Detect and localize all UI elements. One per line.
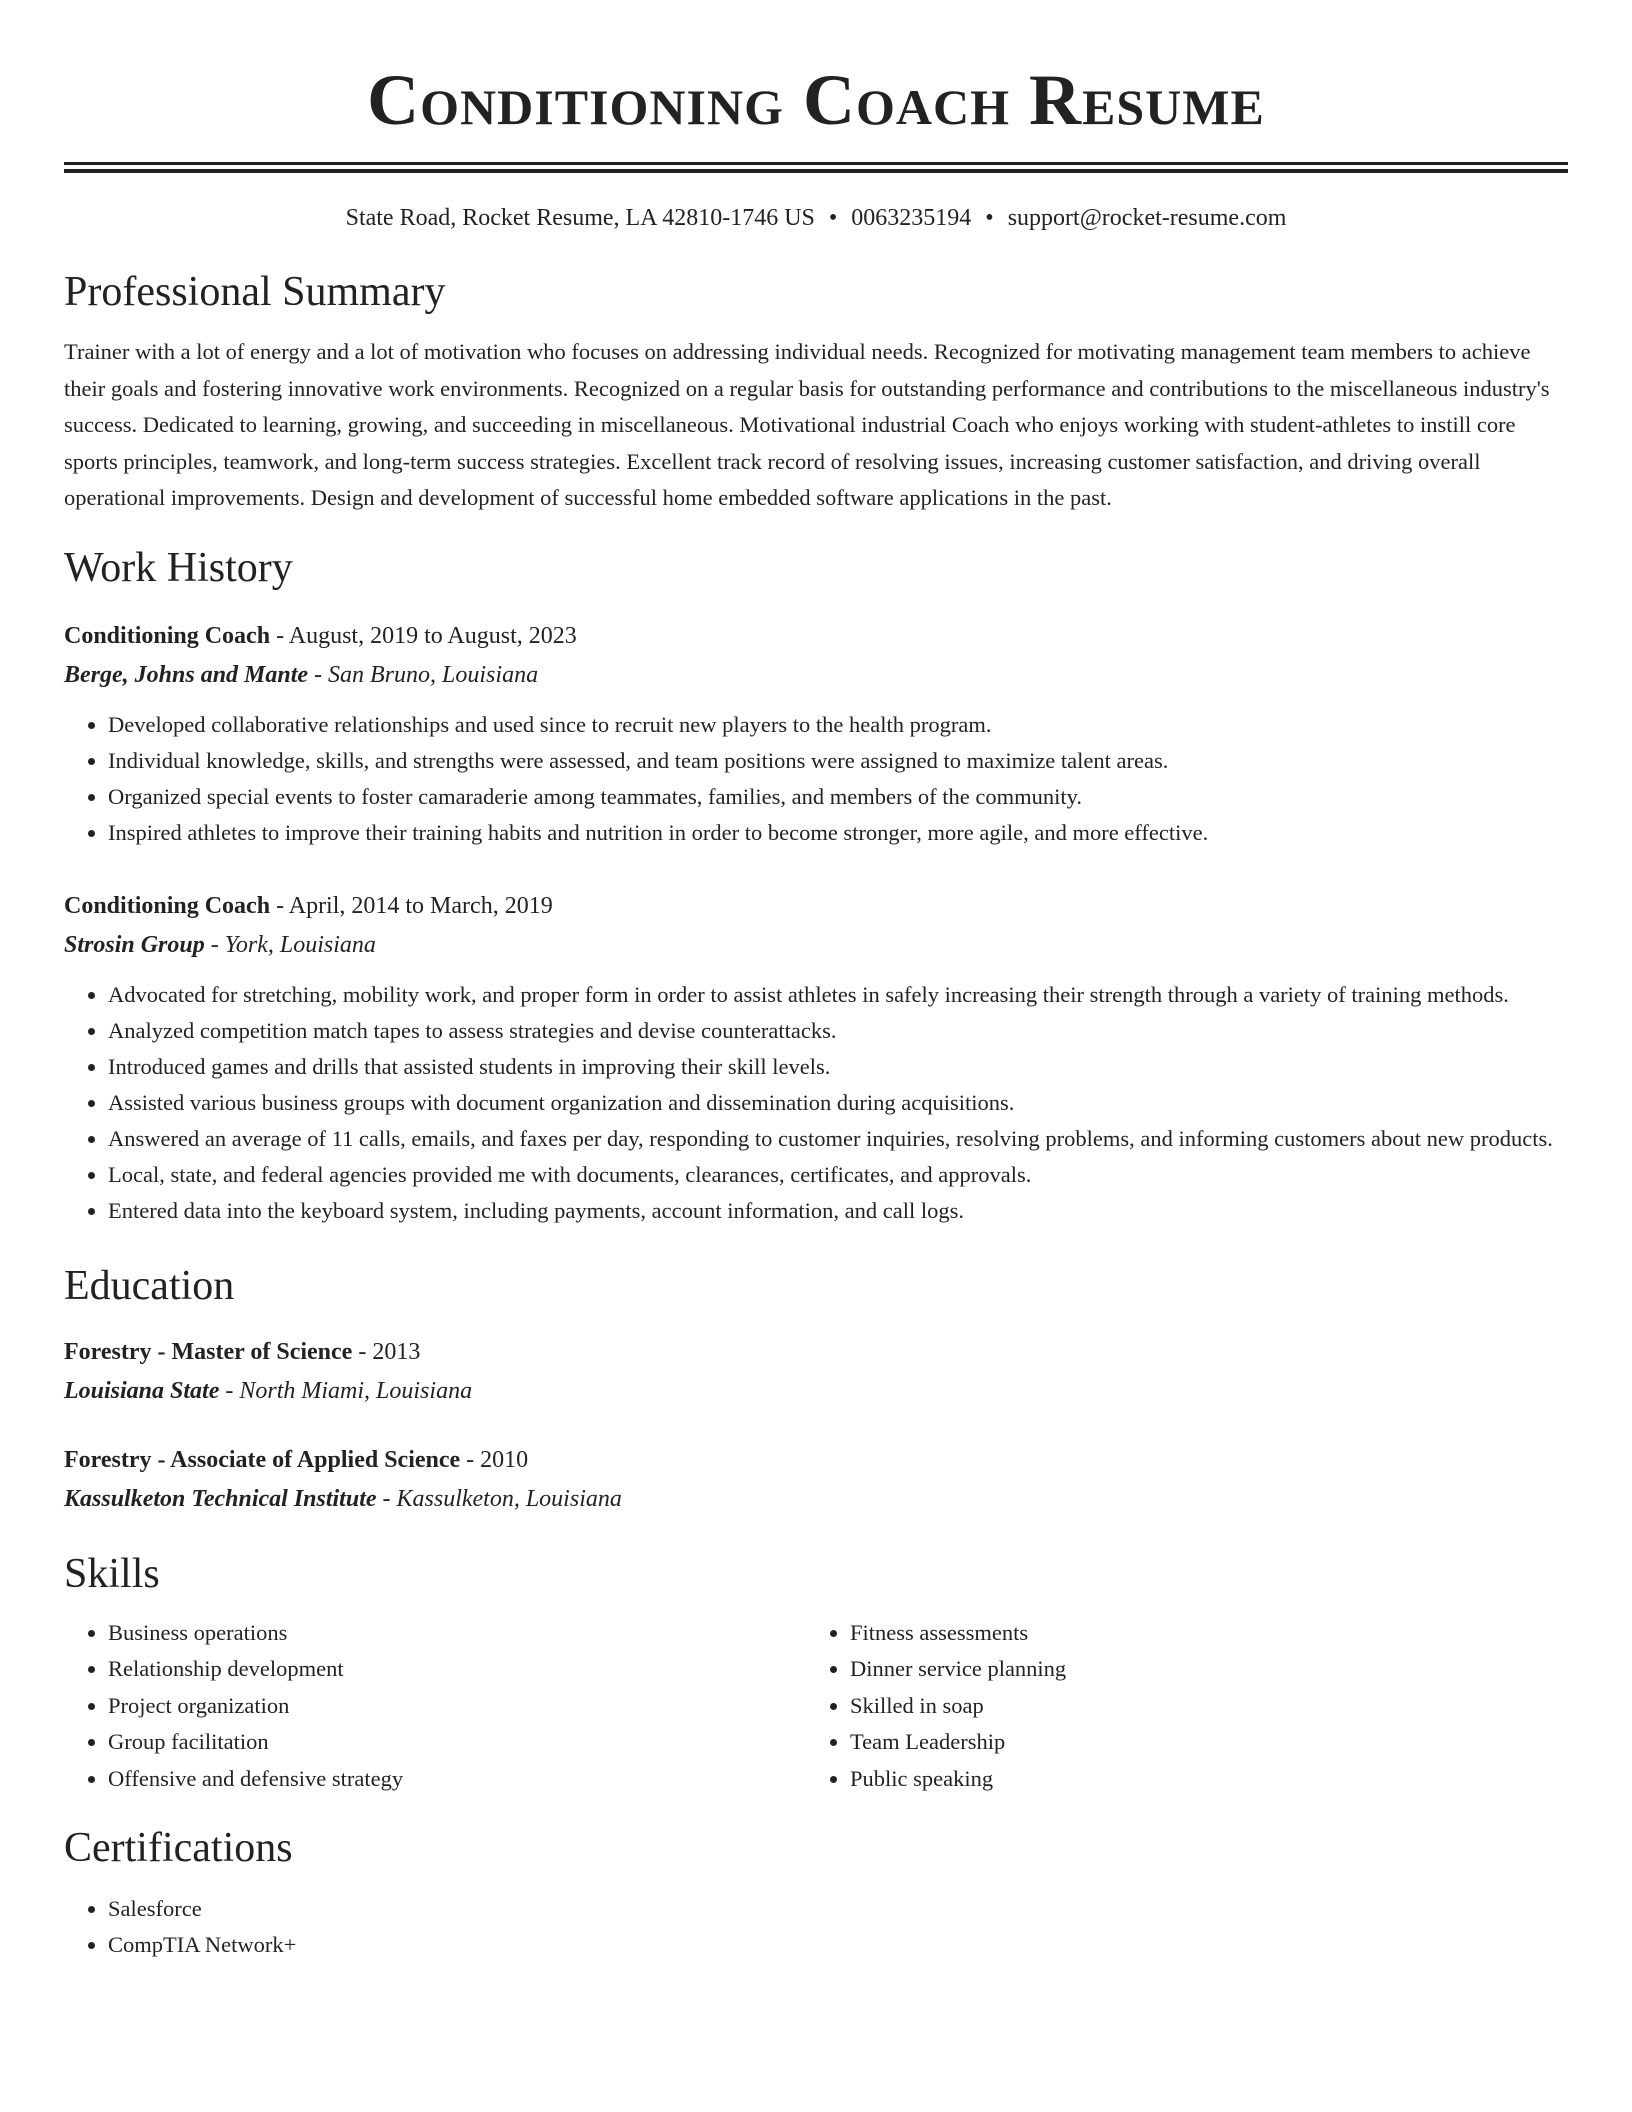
job-bullet: • Organized special events to foster camaraderie among teammates, families, and members of the community.	[108, 779, 1568, 815]
job-title-line	[64, 617, 1568, 655]
certification-item: • CompTIA Network+	[108, 1927, 1568, 1963]
education-heading: Education	[64, 1262, 235, 1309]
contact-line	[64, 203, 1568, 233]
job-bullet: • Analyzed competition match tapes to assess strategies and devise counterattacks.	[108, 1013, 1568, 1049]
certification-item: • Salesforce	[108, 1891, 1568, 1927]
job-bullets	[64, 707, 1568, 851]
summary-heading: Professional Summary	[64, 269, 446, 315]
degree-line	[64, 1333, 1568, 1371]
skills-column-left	[64, 1615, 806, 1798]
school-line	[64, 1371, 1568, 1411]
work-history-heading: Work History	[64, 544, 293, 591]
contact-address: State Road, Rocket Resume, LA 42810-1746 US	[345, 205, 815, 231]
contact-phone: 0063235194	[851, 205, 972, 231]
certifications-heading: Certifications	[64, 1825, 293, 1871]
resume-page	[64, 0, 1568, 1963]
job-company-line	[64, 655, 1568, 695]
job-bullet: • Assisted various business groups with document organization and dissemination during acquisitions.	[108, 1085, 1568, 1121]
job-dates: - April, 2014 to March, 2019	[270, 892, 553, 919]
skill-item: • Group facilitation	[108, 1724, 806, 1761]
job-location: - York, Louisiana	[204, 931, 376, 958]
skill-item: • Offensive and defensive strategy	[108, 1761, 806, 1798]
job-bullet: • Introduced games and drills that assisted students in improving their skill levels.	[108, 1049, 1568, 1085]
skills-column-right	[806, 1615, 1548, 1798]
degree-line	[64, 1441, 1568, 1479]
skill-item: • Project organization	[108, 1688, 806, 1725]
skill-item: • Business operations	[108, 1615, 806, 1652]
degree: Forestry - Associate of Applied Science	[64, 1446, 461, 1473]
job-bullet: • Local, state, and federal agencies provided me with documents, clearances, certificates, and approvals.	[108, 1157, 1568, 1193]
contact-separator: •	[828, 205, 838, 231]
summary-text: Trainer with a lot of energy and a lot of motivation who focuses on addressing individual needs. Recognized for motivating management team members to achieve their goals and fostering innovative work environments. Recognized on a regular basis for outstanding performance and contributions to the miscellaneous industry's success. Dedicated to learning, growing, and succeeding in miscellaneous. Motivational industrial Coach who enjoys working with student-athletes to instill core sports principles, teamwork, and long-term success strategies. Excellent track record of resolving issues, increasing customer satisfaction, and driving overall operational improvements. Design and development of successful home embedded software applications in the past.	[64, 339, 1550, 510]
job-entry	[64, 617, 1568, 851]
degree-year: - 2010	[460, 1446, 529, 1473]
school-location: - Kassulketon, Louisiana	[376, 1485, 622, 1512]
skill-item: • Skilled in soap	[850, 1688, 1548, 1725]
school: Kassulketon Technical Institute	[64, 1485, 377, 1512]
skills-grid	[64, 1615, 1568, 1798]
job-bullet: • Inspired athletes to improve their training habits and nutrition in order to become stronger, more agile, and more effective.	[108, 815, 1568, 851]
job-bullet: • Individual knowledge, skills, and strengths were assessed, and team positions were assigned to maximize talent areas.	[108, 743, 1568, 779]
job-dates: - August, 2019 to August, 2023	[270, 622, 577, 649]
job-title-line	[64, 887, 1568, 925]
education-entry	[64, 1441, 1568, 1519]
school: Louisiana State	[64, 1377, 220, 1404]
certifications-list	[64, 1891, 1568, 1963]
job-company: Berge, Johns and Mante	[64, 661, 309, 688]
school-line	[64, 1479, 1568, 1519]
job-title: Conditioning Coach	[64, 622, 271, 649]
skill-item: • Dinner service planning	[850, 1651, 1548, 1688]
skill-item: • Fitness assessments	[850, 1615, 1548, 1652]
job-bullet: • Answered an average of 11 calls, emails, and faxes per day, responding to customer inquiries, resolving problems, and informing customers about new products.	[108, 1121, 1568, 1157]
certifications-section	[64, 1823, 1568, 1963]
work-history-section	[64, 543, 1568, 1229]
contact-separator: •	[985, 205, 994, 231]
degree: Forestry - Master of Science	[64, 1338, 353, 1365]
contact-email: support@rocket-resume.com	[1007, 205, 1287, 231]
education-section	[64, 1261, 1568, 1519]
job-title: Conditioning Coach	[64, 892, 271, 919]
job-bullet: • Entered data into the keyboard system, including payments, account information, and call logs.	[108, 1193, 1568, 1229]
education-entry	[64, 1333, 1568, 1411]
job-bullet: • Advocated for stretching, mobility work, and proper form in order to assist athletes in safely increasing their strength through a variety of training methods.	[108, 977, 1568, 1013]
skill-item: • Relationship development	[108, 1651, 806, 1688]
skills-heading: Skills	[64, 1550, 160, 1597]
title-double-rule	[64, 162, 1568, 173]
summary-section	[64, 267, 1568, 517]
skill-item: • Public speaking	[850, 1761, 1548, 1798]
job-company: Strosin Group	[64, 931, 205, 958]
skill-item: • Team Leadership	[850, 1724, 1548, 1761]
resume-title: Conditioning Coach Resume	[367, 60, 1265, 140]
job-bullets	[64, 977, 1568, 1229]
school-location: - North Miami, Louisiana	[219, 1377, 473, 1404]
job-company-line	[64, 925, 1568, 965]
job-location: - San Bruno, Louisiana	[308, 661, 539, 688]
skills-section	[64, 1549, 1568, 1798]
degree-year: - 2013	[352, 1338, 421, 1365]
job-entry	[64, 887, 1568, 1229]
job-bullet: • Developed collaborative relationships and used since to recruit new players to the health program.	[108, 707, 1568, 743]
